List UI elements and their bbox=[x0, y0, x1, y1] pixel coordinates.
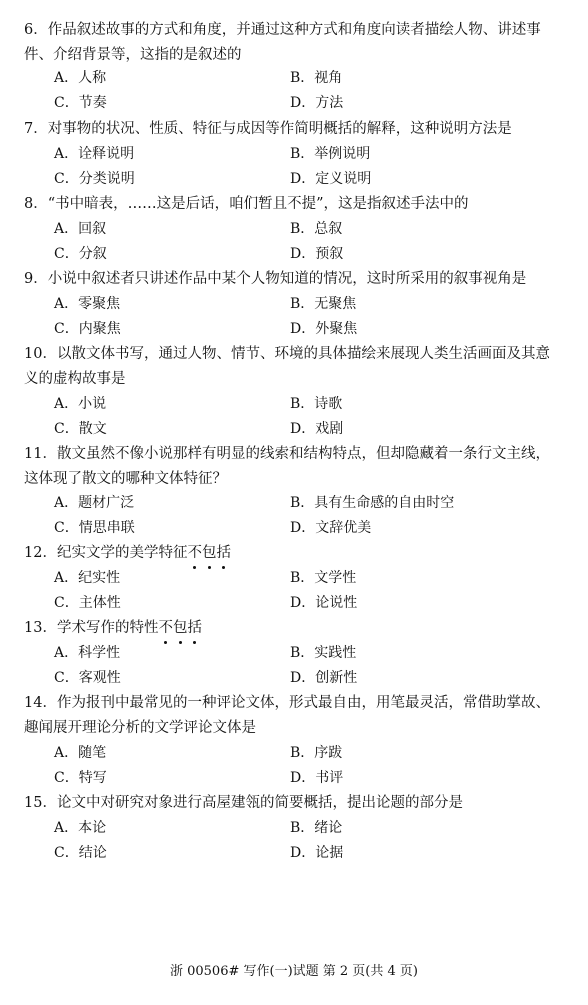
question-14-options bbox=[54, 741, 554, 791]
option-9-b: B．无聚焦 bbox=[290, 296, 357, 312]
option-12-d: D．论说性 bbox=[290, 595, 358, 611]
option-13-a: A．科学性 bbox=[54, 645, 121, 661]
option-15-c: C．结论 bbox=[54, 845, 107, 861]
option-15-a: A．本论 bbox=[54, 820, 107, 836]
question-8-options bbox=[54, 217, 554, 267]
question-11-options bbox=[54, 491, 554, 541]
emphasis-char: 包 bbox=[173, 616, 188, 641]
option-6-b: B．视角 bbox=[290, 70, 343, 86]
option-11-b: B．具有生命感的自由时空 bbox=[290, 495, 455, 511]
option-13-c: C．客观性 bbox=[54, 670, 121, 686]
page-footer: 浙 00506# 写作(一)试题 第 2 页(共 4 页) bbox=[169, 964, 418, 979]
option-6-d: D．方法 bbox=[290, 95, 344, 111]
option-10-c: C．散文 bbox=[54, 421, 107, 437]
question-12-options bbox=[54, 566, 554, 616]
option-7-d: D．定义说明 bbox=[290, 171, 372, 187]
option-12-b: B．文学性 bbox=[290, 570, 357, 586]
option-15-d: D．论据 bbox=[290, 845, 344, 861]
option-10-b: B．诗歌 bbox=[290, 396, 343, 412]
option-6-a: A．人称 bbox=[54, 70, 107, 86]
option-8-c: C．分叙 bbox=[54, 246, 107, 262]
question-13-options bbox=[54, 641, 554, 691]
question-15-options bbox=[54, 816, 554, 866]
option-6-c: C．节奏 bbox=[54, 95, 107, 111]
question-12-stem bbox=[24, 541, 554, 566]
option-13-d: D．创新性 bbox=[290, 670, 358, 686]
emphasis-char: 括 bbox=[187, 616, 202, 641]
question-14-stem: 14．作为报刊中最常见的一种评论文体，形式最自由，用笔最灵活，常借助掌故、趣闻展开理论分析的文学评论文体是 bbox=[24, 695, 550, 736]
emphasis-char: 不 bbox=[187, 541, 202, 566]
option-7-a: A．诠释说明 bbox=[54, 146, 135, 162]
question-10-options bbox=[54, 392, 554, 442]
option-8-d: D．预叙 bbox=[290, 246, 344, 262]
option-8-b: B．总叙 bbox=[290, 221, 343, 237]
option-7-b: B．举例说明 bbox=[290, 146, 371, 162]
option-13-b: B．实践性 bbox=[290, 645, 357, 661]
question-8-stem: 8．“书中暗表，……这是后话，咱们暂且不提”，这是指叙述手法中的 bbox=[24, 196, 469, 212]
option-10-d: D．戏剧 bbox=[290, 421, 344, 437]
option-9-c: C．内聚焦 bbox=[54, 321, 121, 337]
option-12-c: C．主体性 bbox=[54, 595, 121, 611]
question-7-stem: 7．对事物的状况、性质、特征与成因等作简明概括的解释，这种说明方法是 bbox=[24, 121, 512, 137]
question-9-options bbox=[54, 292, 554, 342]
option-7-c: C．分类说明 bbox=[54, 171, 135, 187]
option-14-c: C．特写 bbox=[54, 770, 107, 786]
option-9-d: D．外聚焦 bbox=[290, 321, 358, 337]
option-14-d: D．书评 bbox=[290, 770, 344, 786]
question-13-stem bbox=[24, 616, 554, 641]
question-6-options bbox=[54, 66, 554, 116]
option-11-a: A．题材广泛 bbox=[54, 495, 135, 511]
question-9-stem: 9．小说中叙述者只讲述作品中某个人物知道的情况，这时所采用的叙事视角是 bbox=[24, 271, 527, 287]
option-15-b: B．绪论 bbox=[290, 820, 343, 836]
question-12-text: 12．纪实文学的美学特征 bbox=[24, 545, 188, 561]
question-10-stem: 10．以散文体书写，通过人物、情节、环境的具体描绘来展现人类生活画面及其意义的虚构故事是 bbox=[24, 346, 550, 387]
option-11-c: C．情思串联 bbox=[54, 520, 135, 536]
question-11-stem: 11．散文虽然不像小说那样有明显的线索和结构特点，但却隐藏着一条行文主线，这体现了散文的哪种文体特征？ bbox=[24, 446, 550, 487]
option-14-b: B．序跋 bbox=[290, 745, 343, 761]
emphasis-char: 包 bbox=[202, 541, 217, 566]
option-11-d: D．文辞优美 bbox=[290, 520, 372, 536]
option-12-a: A．纪实性 bbox=[54, 570, 121, 586]
question-7-options bbox=[54, 142, 554, 192]
option-9-a: A．零聚焦 bbox=[54, 296, 121, 312]
question-15-stem: 15．论文中对研究对象进行高屋建瓴的简要概括，提出论题的部分是 bbox=[24, 795, 463, 811]
option-14-a: A．随笔 bbox=[54, 745, 107, 761]
emphasis-char: 括 bbox=[216, 541, 231, 566]
option-8-a: A．回叙 bbox=[54, 221, 107, 237]
question-6-stem: 6．作品叙述故事的方式和角度，并通过这种方式和角度向读者描绘人物、讲述事件、介绍背景等，这指的是叙述的 bbox=[24, 22, 541, 63]
option-10-a: A．小说 bbox=[54, 396, 107, 412]
question-13-text: 13．学术写作的特性 bbox=[24, 620, 159, 636]
emphasis-char: 不 bbox=[158, 616, 173, 641]
